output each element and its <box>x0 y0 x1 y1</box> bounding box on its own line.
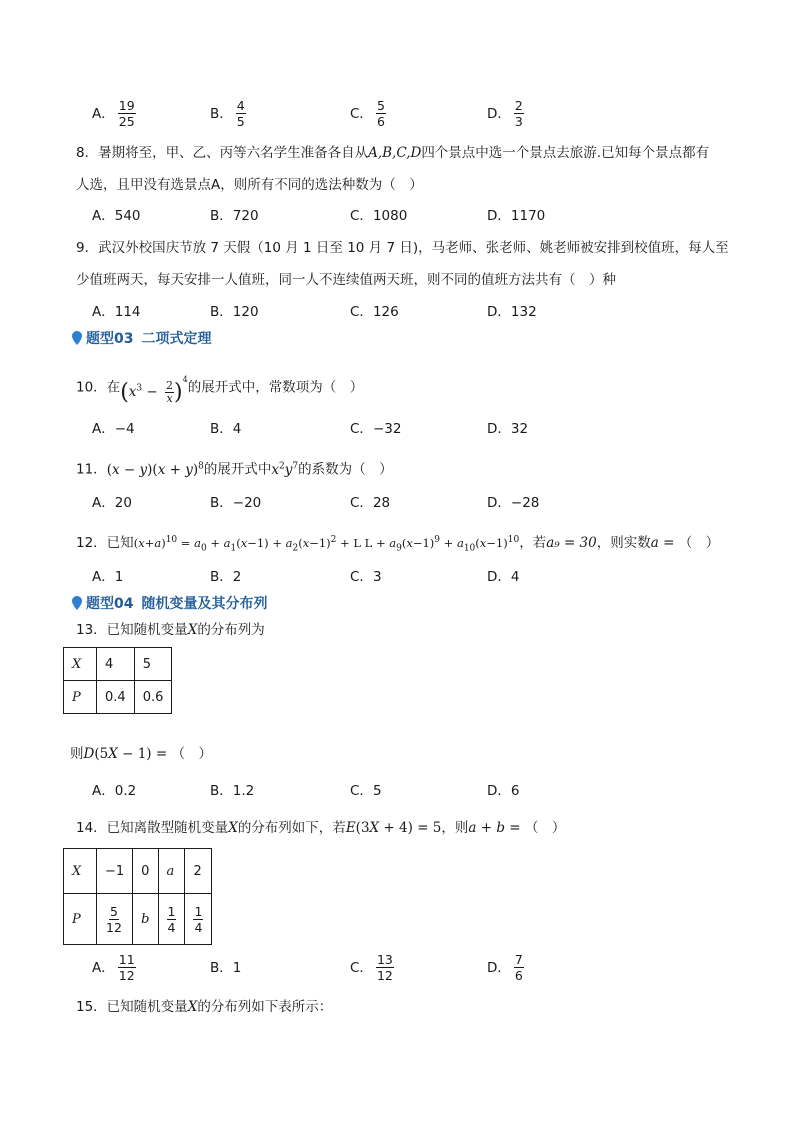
q10-option-c: C．−32 <box>350 421 402 437</box>
q8-stem-line1: 8．暑期将至，甲、乙、丙等六名学生准备各自从A,B,C,D四个景点中选一个景点去旅游.已知每个景点都有 <box>76 145 710 161</box>
q14-option-d: D． $\frac{7}{6}$ <box>487 952 523 983</box>
q8-option-a: A．540 <box>92 208 141 224</box>
q10-binomial-expression: ($x^3$ − $\frac{2}{x}$ )$^4$ <box>120 375 188 405</box>
q9-stem-line1: 9．武汉外校国庆节放 7 天假（10 月 1 日至 10 月 7 日)，马老师、张老师、姚老师被安排到校值班，每人至 <box>76 240 729 256</box>
q13-option-a: A．0.2 <box>92 783 137 799</box>
q13-option-d: D．6 <box>487 783 520 799</box>
q9-option-d: D．132 <box>487 304 537 320</box>
q10-option-a: A．−4 <box>92 421 135 437</box>
q11-option-a: A．20 <box>92 495 132 511</box>
location-pin-icon <box>72 331 82 345</box>
q8-option-b: B．720 <box>210 208 259 224</box>
q12-stem: 12．已知$(x+a)^{10} = a_0 + a_1(x-1) + a_2(x-1)^2 + L$ $L + a_9(x-1)^9 + a_{10}(x-1)^{10}$，若a₉ = 30，则实数a = （ ） <box>76 534 720 554</box>
q9-option-b: B．120 <box>210 304 259 320</box>
section-header-03: 题型03 二项式定理 <box>72 327 211 349</box>
q9-option-a: A．114 <box>92 304 141 320</box>
q14-option-c: C． $\frac{13}{12}$ <box>350 952 393 983</box>
q11-term: $x^2y^7$ <box>271 461 299 478</box>
q13-question: 则D(5X − 1) = （ ） <box>70 746 212 762</box>
q11-option-d: D．−28 <box>487 495 540 511</box>
q8-option-c: C．1080 <box>350 208 408 224</box>
q11-expression: $(x - y)(x + y)^8$ <box>106 461 204 478</box>
location-pin-icon <box>72 596 82 610</box>
q12-expansion: $(x+a)^{10} = a_0 + a_1(x-1) + a_2(x-1)^2 + L$ $L + a_9(x-1)^9 + a_{10}(x-1)^{10}$ <box>133 535 520 554</box>
q15-stem: 15．已知随机变量X的分布列如下表所示： <box>76 999 333 1015</box>
q8-stem-line2: 人选，且甲没有选景点A，则所有不同的选法种数为（ ） <box>76 177 423 193</box>
q12-option-c: C．3 <box>350 569 382 585</box>
q8-option-d: D．1170 <box>487 208 546 224</box>
q7-option-b: B． $\frac{4}{5}$ <box>210 98 245 129</box>
table-row: P 0.4 0.6 <box>64 681 172 714</box>
q11-option-c: C．28 <box>350 495 391 511</box>
q12-option-d: D．4 <box>487 569 520 585</box>
q13-stem: 13．已知随机变量X的分布列为 <box>76 622 265 638</box>
q7-option-d: D． $\frac{2}{3}$ <box>487 98 523 129</box>
q14-distribution-table <box>63 848 212 945</box>
q14-option-b: B．1 <box>210 960 242 976</box>
q13-option-c: C．5 <box>350 783 382 799</box>
table-row: X 4 5 <box>64 648 172 681</box>
q11-stem: 11．$(x - y)(x + y)^8$的展开式中$x^2y^7$的系数为（ ） <box>76 461 393 478</box>
q12-option-a: A．1 <box>92 569 124 585</box>
table-row: X −1 0 a 2 <box>64 849 212 894</box>
q13-distribution-table <box>63 647 172 714</box>
q14-option-a: A． $\frac{11}{12}$ <box>92 952 135 983</box>
q14-stem: 14．已知离散型随机变量X的分布列如下，若E(3X + 4) = 5，则a + b = （ ） <box>76 820 566 836</box>
q13-option-b: B．1.2 <box>210 783 255 799</box>
q12-option-b: B．2 <box>210 569 242 585</box>
section-header-04: 题型04 随机变量及其分布列 <box>72 592 267 614</box>
q7-option-c: C． $\frac{5}{6}$ <box>350 98 385 129</box>
q11-option-b: B．−20 <box>210 495 262 511</box>
q10-stem: 10．在($x^3$ − $\frac{2}{x}$ )$^4$的展开式中，常数项为（ ） <box>76 370 736 396</box>
q10-option-b: B．4 <box>210 421 242 437</box>
q7-option-a: A． $\frac{19}{25}$ <box>92 98 135 129</box>
q9-option-c: C．126 <box>350 304 399 320</box>
q9-stem-line2: 少值班两天，每天安排一人值班，同一人不连续值两天班，则不同的值班方法共有（ ）种 <box>76 272 616 288</box>
q10-option-d: D．32 <box>487 421 529 437</box>
table-row: P $\frac{5}{12}$ b $\frac{1}{4}$ $\frac{1}{4}$ <box>64 894 212 945</box>
